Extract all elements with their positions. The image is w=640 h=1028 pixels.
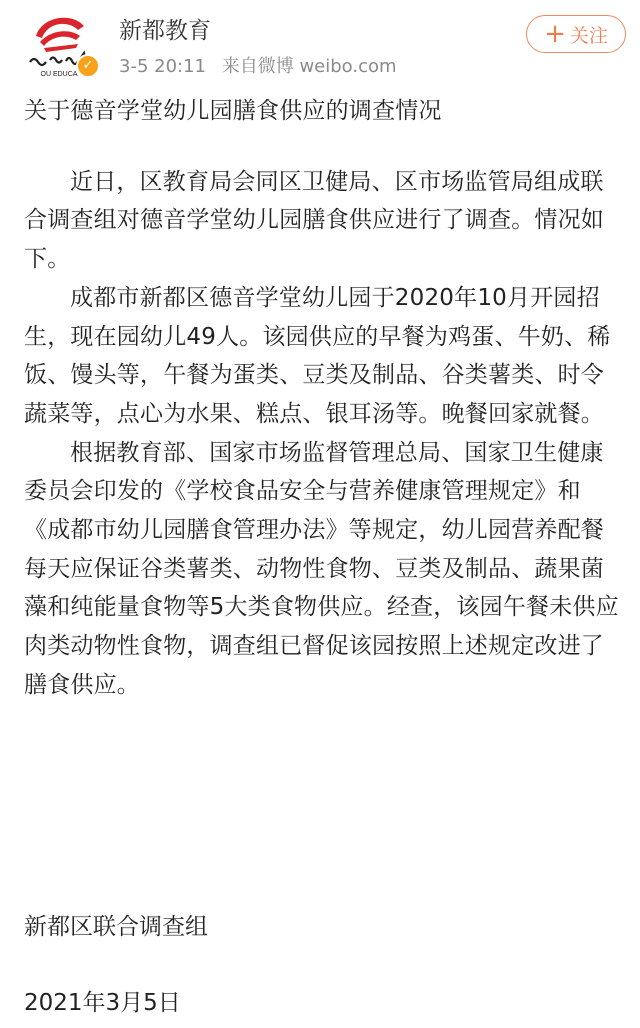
post-header: [0, 0, 640, 92]
verified-badge-icon: ✓: [76, 54, 100, 78]
follow-label: 关注: [569, 24, 608, 47]
article-paragraph: 根据教育部、国家市场监督管理总局、国家卫生健康委员会印发的《学校食品安全与营养健康管理规定》和《成都市幼儿园膳食管理办法》等规定，幼儿园营养配餐每天应保证谷类薯类、动物性食物、豆类及制品、蔬果菌藻和纯能量食物等5大类食物供应。经查，该园午餐未供应肉类动物性食物，调查组已督促该园按照上述规定改进了膳食供应。: [24, 439, 619, 698]
author-name[interactable]: 新都教育: [119, 18, 211, 44]
post-body: [24, 92, 620, 705]
post-source: 来自微博 weibo.com: [221, 56, 397, 77]
article-date: 2021年3月5日: [24, 990, 181, 1016]
article-signature: 新都区联合调查组: [24, 914, 208, 940]
logo-caption: OU EDUCA: [40, 71, 78, 78]
follow-button[interactable]: [526, 15, 626, 53]
article-title: 关于德音学堂幼儿园膳食供应的调查情况: [24, 98, 442, 124]
post-meta: [119, 52, 397, 78]
post-time: 3-5 20:11: [119, 56, 206, 77]
article-paragraph: 成都市新都区德音学堂幼儿园于2020年10月开园招生，现在园幼儿49人。该园供应的早餐为鸡蛋、牛奶、稀饭、馒头等，午餐为蛋类、豆类及制品、谷类薯类、时令蔬菜等，点心为水果、糕点、银耳汤等。晚餐回家就餐。: [24, 284, 611, 427]
plus-icon: +: [544, 19, 566, 49]
article-paragraph: 近日，区教育局会同区卫健局、区市场监管局组成联合调查组对德音学堂幼儿园膳食供应进行了调查。情况如下。: [24, 168, 604, 273]
